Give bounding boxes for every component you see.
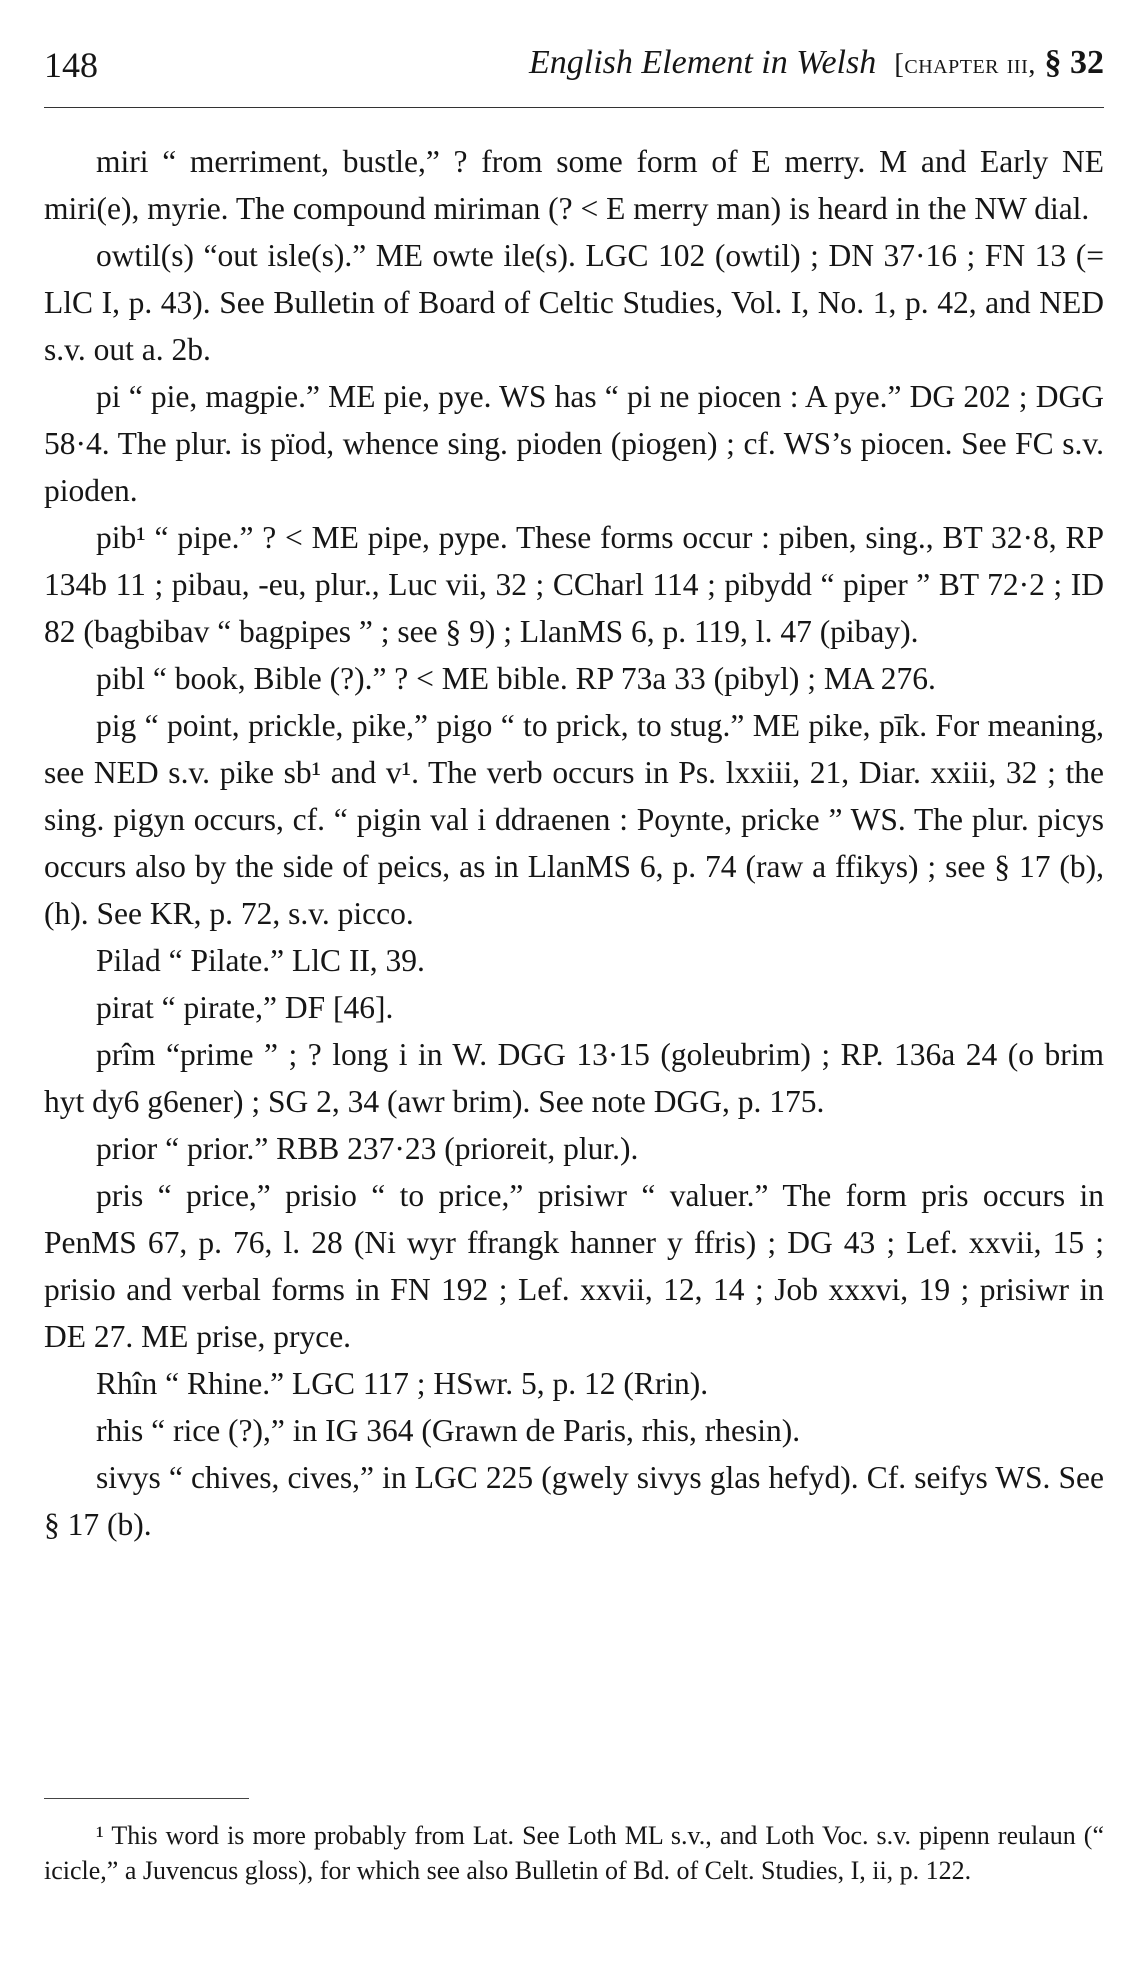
footnote: ¹ This word is more probably from Lat. See Loth ML s.v., and Loth Voc. s.v. pipenn reulaun (“ icicle,” a Juvencus gloss), for which see also Bulletin of Bd. of Celt. Studies, I, ii, p. 122. [44, 1821, 1104, 1885]
entry-pig: pig “ point, prickle, pike,” pigo “ to prick, to stug.” ME pike, pīk. For meaning, see NED s.v. pike sb¹ and v¹. The verb occurs in Ps. lxxiii, 21, Diar. xxiii, 32 ; the sing. pigyn occurs, cf. “ pigin val i ddraenen : Poynte, pricke ” WS. The plur. picys occurs also by the side of peics, as in LlanMS 6, p. 74 (raw a ffikys) ; see § 17 (b), (h). See KR, p. 72, s.v. picco. [44, 708, 1104, 931]
entry-pilad: Pilad “ Pilate.” LlC II, 39. [96, 943, 425, 978]
header-rule [44, 107, 1104, 108]
entry-list [44, 138, 1104, 1548]
page-number: 148 [44, 45, 98, 85]
entry-rhin: Rhîn “ Rhine.” LGC 117 ; HSwr. 5, p. 12 (Rrin). [96, 1366, 709, 1401]
running-title-block [529, 44, 1104, 82]
entry-prim: prîm “prime ” ; ? long i in W. DGG 13·15 (goleubrim) ; RP. 136a 24 (o brim hyt dy6 g6ener) ; SG 2, 34 (awr brim). See note DGG, p. 175. [44, 1037, 1104, 1119]
footnote-rule [44, 1798, 249, 1799]
entry-pib: pib¹ “ pipe.” ? < ME pipe, pype. These forms occur : piben, sing., BT 32·8, RP 134b 11 ; pibau, -eu, plur., Luc vii, 32 ; CCharl 114 ; pibydd “ piper ” BT 72·2 ; ID 82 (bagbibav “ bagpipes ” ; see § 9) ; LlanMS 6, p. 119, l. 47 (pibay). [44, 520, 1104, 649]
entry-rhis: rhis “ rice (?),” in IG 364 (Grawn de Paris, rhis, rhesin). [96, 1413, 801, 1448]
section-reference: § 32 [1044, 44, 1104, 81]
entry-sivys: sivys “ chives, cives,” in LGC 225 (gwely sivys glas hefyd). Cf. seifys WS. See § 17 (b). [44, 1460, 1104, 1542]
page [44, 0, 1104, 1986]
running-header [44, 44, 1104, 88]
entry-pibl: pibl “ book, Bible (?).” ? < ME bible. RP 73a 33 (pibyl) ; MA 276. [96, 661, 936, 696]
entry-owtil: owtil(s) “out isle(s).” ME owte ile(s). LGC 102 (owtil) ; DN 37·16 ; FN 13 (= LlC I, p. 43). See Bulletin of Board of Celtic Studies, Vol. I, No. 1, p. 42, and NED s.v. out a. 2b. [44, 238, 1104, 367]
chapter-reference: [chapter iii, [894, 48, 1036, 80]
entry-prior: prior “ prior.” RBB 237·23 (prioreit, plur.). [96, 1131, 639, 1166]
running-title: English Element in Welsh [529, 44, 877, 81]
entry-pi: pi “ pie, magpie.” ME pie, pye. WS has “ pi ne piocen : A pye.” DG 202 ; DGG 58·4. The plur. is pïod, whence sing. pioden (piogen) ; cf. WS’s piocen. See FC s.v. pioden. [44, 379, 1104, 508]
entry-miri: miri “ merriment, bustle,” ? from some form of E merry. M and Early NE miri(e), myrie. The compound miriman (? < E merry man) is heard in the NW dial. [44, 144, 1104, 226]
entry-pris: pris “ price,” prisio “ to price,” prisiwr “ valuer.” The form pris occurs in PenMS 67, p. 76, l. 28 (Ni wyr ffrangk hanner y ffris) ; DG 43 ; Lef. xxvii, 15 ; prisio and verbal forms in FN 192 ; Lef. xxvii, 12, 14 ; Job xxxvi, 19 ; prisiwr in DE 27. ME prise, pryce. [44, 1178, 1104, 1354]
entry-pirat: pirat “ pirate,” DF [46]. [96, 990, 394, 1025]
